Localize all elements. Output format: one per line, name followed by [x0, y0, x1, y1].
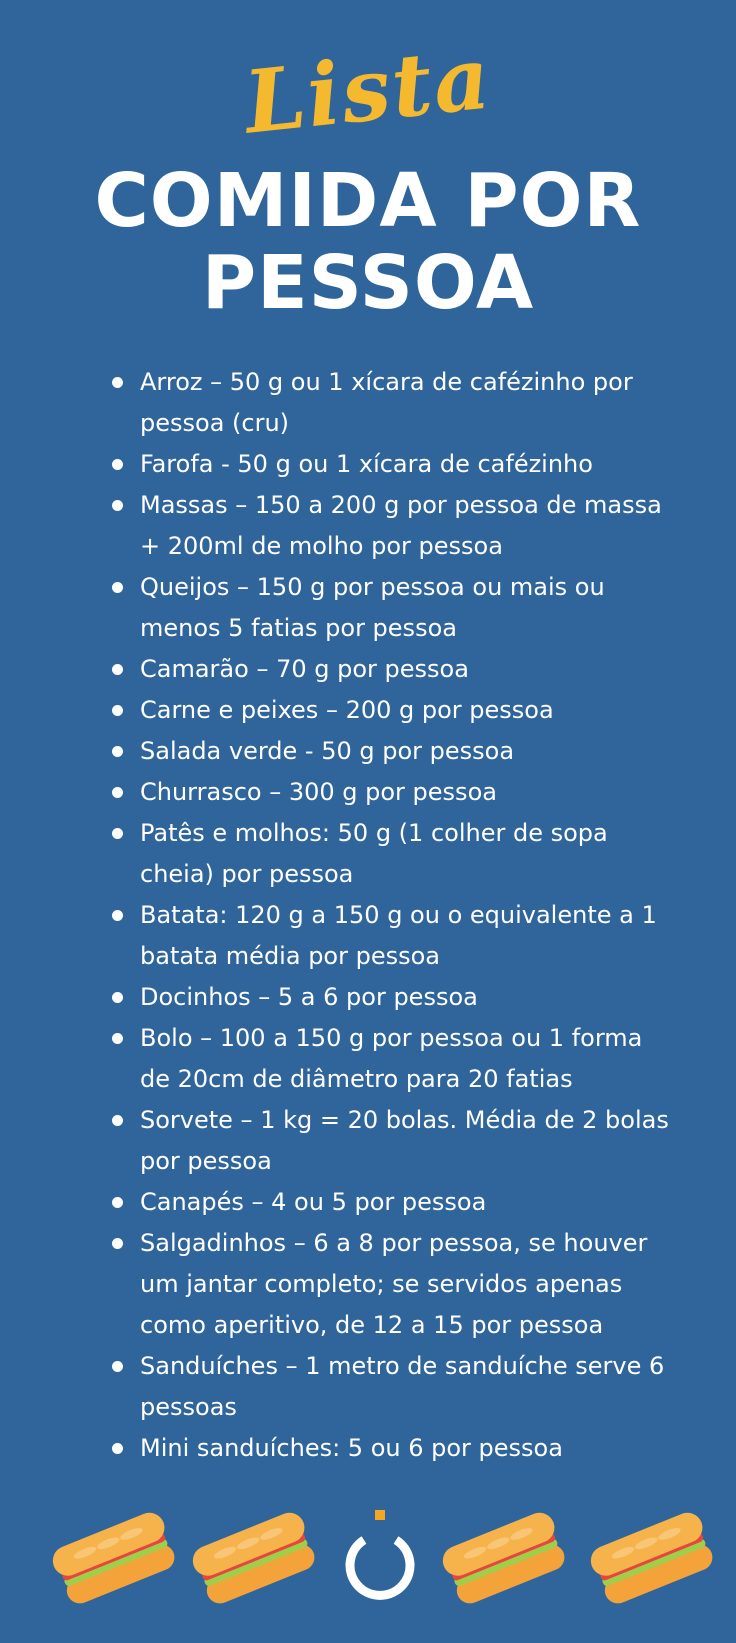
list-item: Farofa - 50 g ou 1 xícara de cafézinho	[110, 444, 670, 485]
page-title	[0, 160, 736, 324]
title-line-1: COMIDA POR	[94, 158, 642, 244]
list-item: Churrasco – 300 g por pessoa	[110, 772, 670, 813]
list-item: Massas – 150 a 200 g por pessoa de massa + 200ml de molho por pessoa	[110, 485, 670, 567]
list-item: Queijos – 150 g por pessoa ou mais ou menos 5 fatias por pessoa	[110, 567, 670, 649]
power-logo-icon	[340, 1510, 420, 1610]
list-item: Batata: 120 g a 150 g ou o equivalente a 1 batata média por pessoa	[110, 895, 670, 977]
title-line-2: PESSOA	[201, 240, 535, 326]
sandwich-icon	[50, 1510, 180, 1610]
script-title: Lista	[239, 27, 497, 154]
list-item: Salada verde - 50 g por pessoa	[110, 731, 670, 772]
list-item: Patês e molhos: 50 g (1 colher de sopa cheia) por pessoa	[110, 813, 670, 895]
list-item: Canapés – 4 ou 5 por pessoa	[110, 1182, 670, 1223]
food-quantity-list	[110, 362, 670, 1469]
list-item: Camarão – 70 g por pessoa	[110, 649, 670, 690]
list-item: Salgadinhos – 6 a 8 por pessoa, se houver um jantar completo; se servidos apenas como aperitivo, de 12 a 15 por pessoa	[110, 1223, 670, 1346]
list-item: Sanduíches – 1 metro de sanduíche serve 6 pessoas	[110, 1346, 670, 1428]
list-item: Arroz – 50 g ou 1 xícara de cafézinho por pessoa (cru)	[110, 362, 670, 444]
list-item: Bolo – 100 a 150 g por pessoa ou 1 forma de 20cm de diâmetro para 20 fatias	[110, 1018, 670, 1100]
footer-icons	[0, 1500, 736, 1620]
sandwich-icon	[190, 1510, 320, 1610]
list-item: Docinhos – 5 a 6 por pessoa	[110, 977, 670, 1018]
sandwich-icon	[588, 1510, 718, 1610]
list-item: Carne e peixes – 200 g por pessoa	[110, 690, 670, 731]
sandwich-icon	[440, 1510, 570, 1610]
list-item: Sorvete – 1 kg = 20 bolas. Média de 2 bolas por pessoa	[110, 1100, 670, 1182]
list-item: Mini sanduíches: 5 ou 6 por pessoa	[110, 1428, 670, 1469]
